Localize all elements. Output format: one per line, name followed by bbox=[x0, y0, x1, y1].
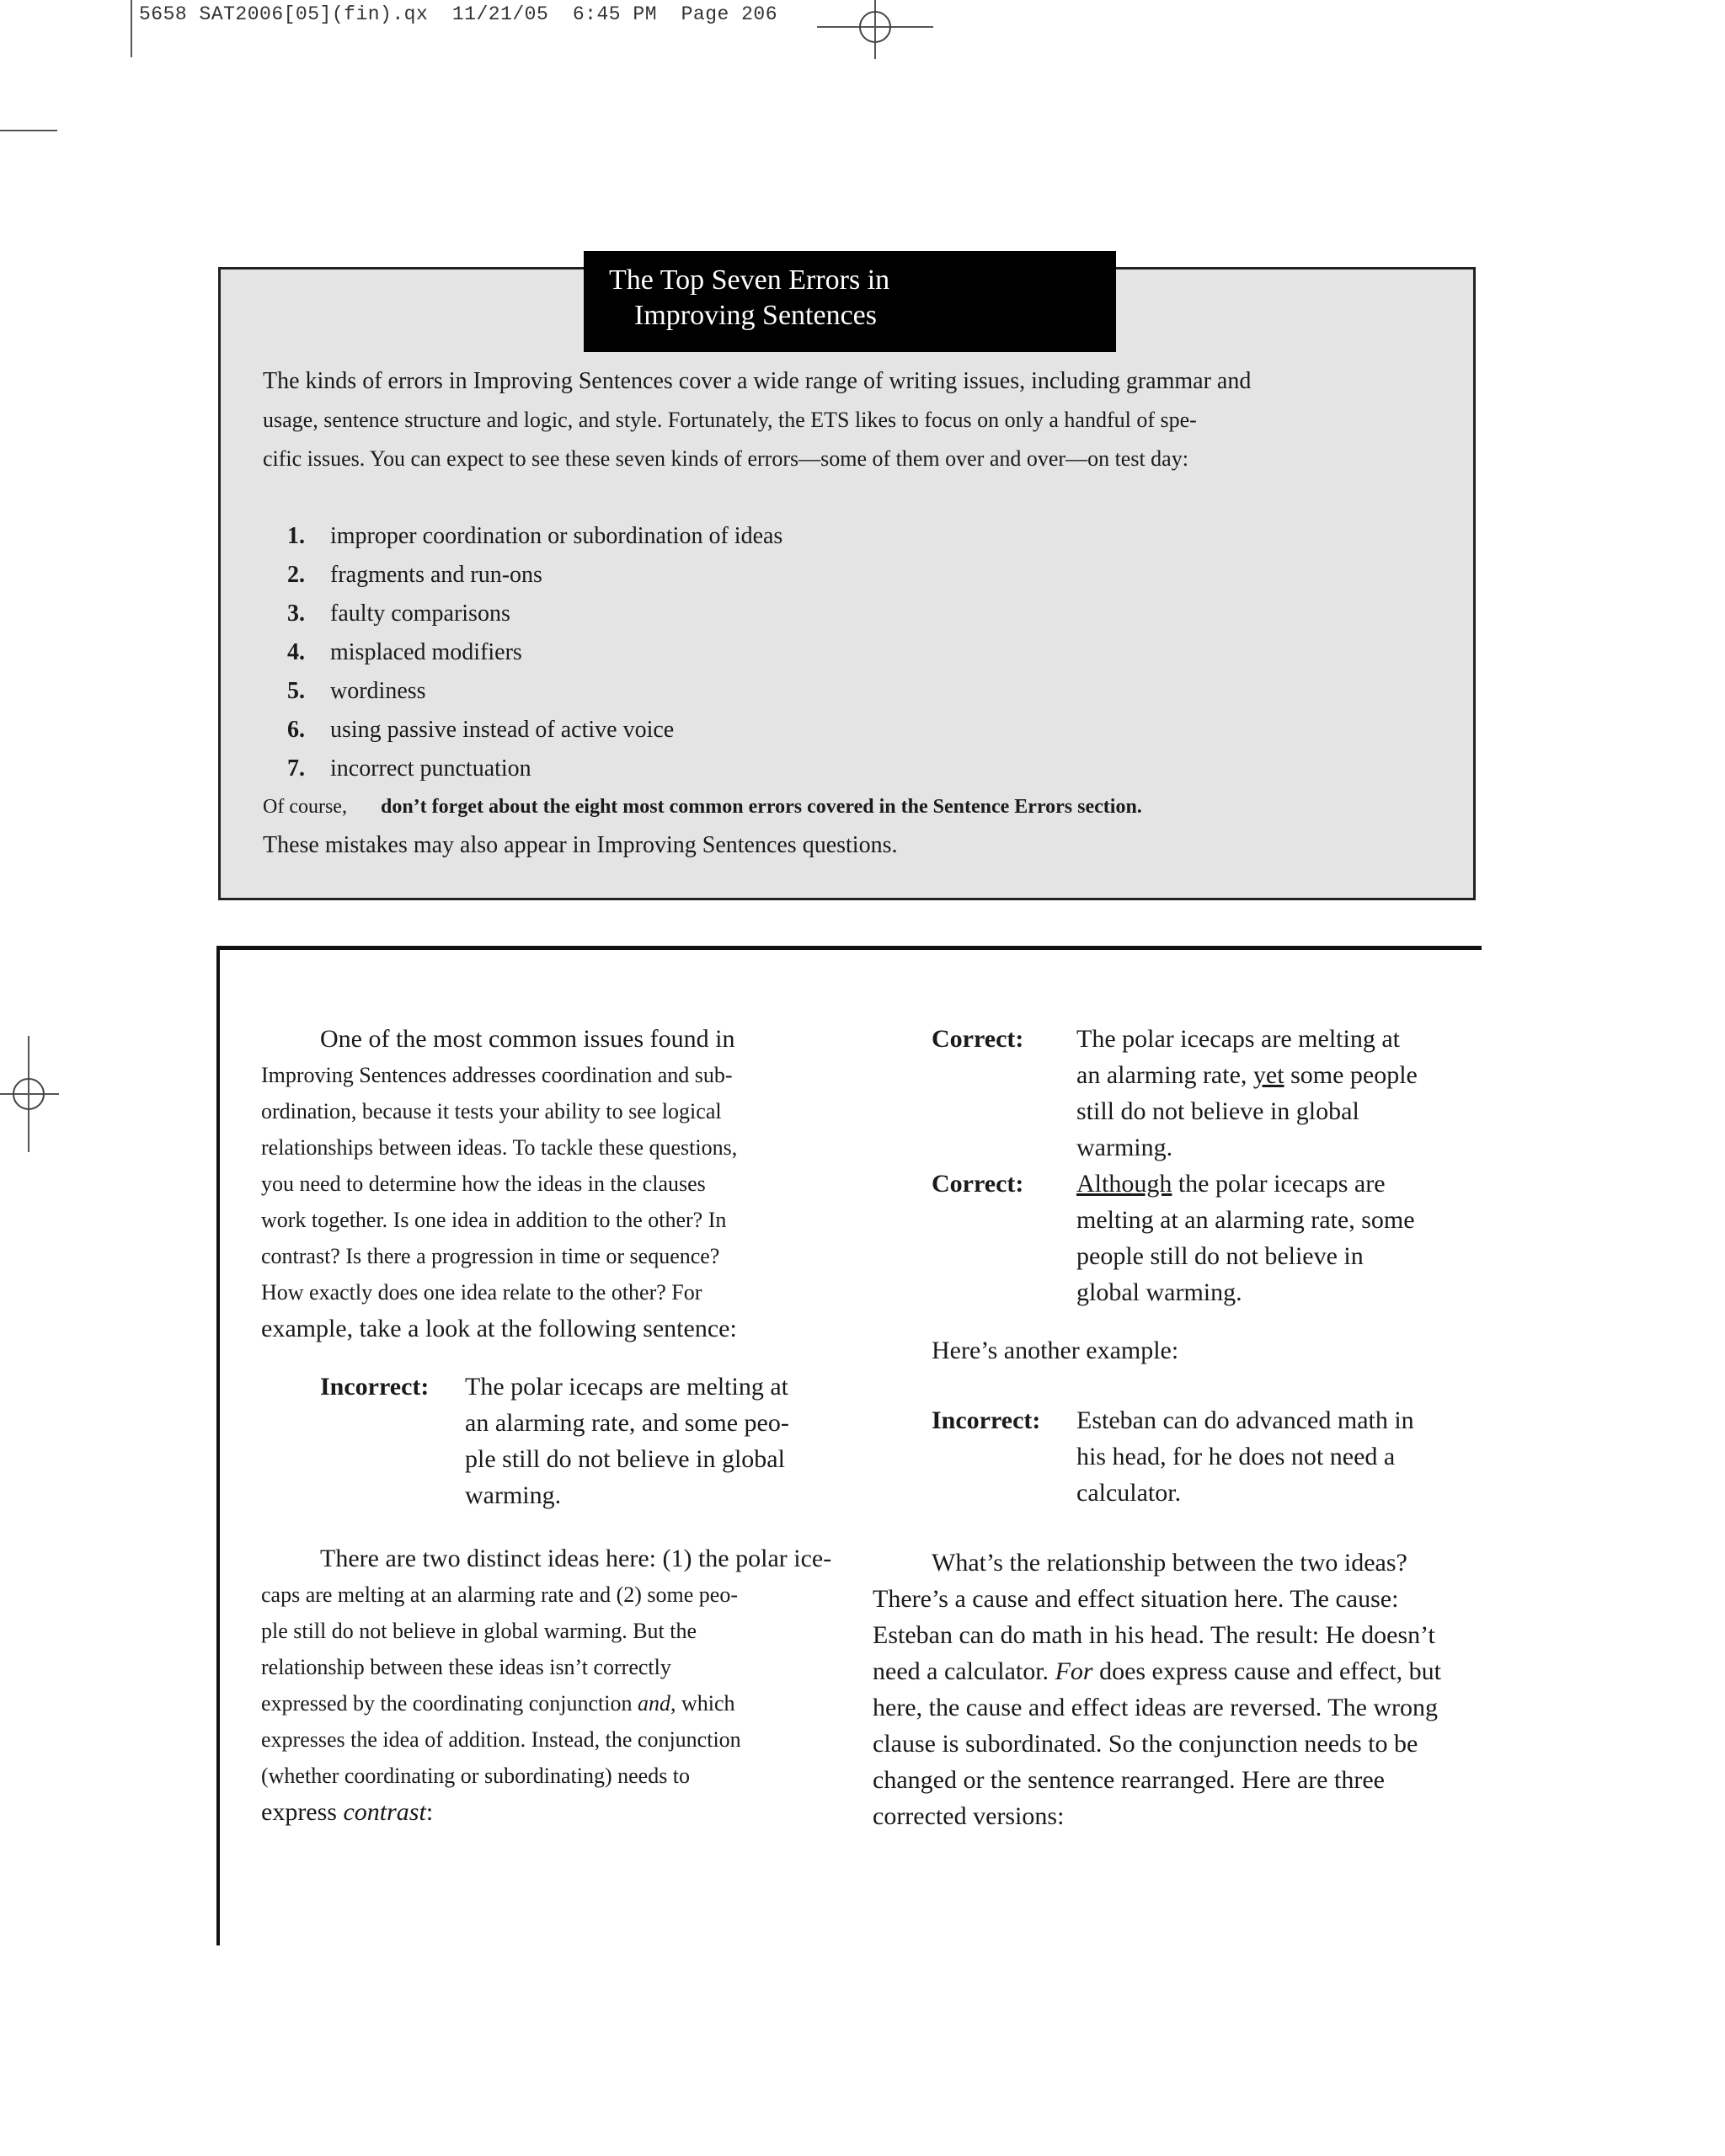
text-line: an alarming rate, and some peo- bbox=[465, 1409, 789, 1437]
sidebar-intro-line: usage, sentence structure and logic, and style. Fortunately, the ETS likes to focus on only a handful of spe- bbox=[263, 408, 1197, 432]
emphasis: and bbox=[637, 1691, 670, 1716]
example-incorrect-2 bbox=[932, 1402, 1487, 1511]
example-label: Incorrect: bbox=[320, 1373, 430, 1401]
text-span: expressed by the coordinating conjunction bbox=[261, 1691, 638, 1716]
text-span: express bbox=[261, 1798, 344, 1826]
text-line: melting at an alarming rate, some bbox=[1076, 1206, 1415, 1234]
registration-circle-top bbox=[859, 11, 891, 43]
text-line: Here’s another example: bbox=[932, 1337, 1179, 1364]
text-line: corrected versions: bbox=[873, 1802, 1065, 1830]
section-top-rule bbox=[216, 946, 1482, 950]
text-line: changed or the sentence rearranged. Here are three bbox=[873, 1766, 1385, 1794]
left-column bbox=[261, 1021, 868, 1830]
list-item bbox=[263, 711, 675, 750]
text-line bbox=[261, 1794, 868, 1830]
registration-circle-left bbox=[13, 1078, 45, 1110]
text-line: relationships between ideas. To tackle these questions, bbox=[261, 1135, 738, 1160]
example-label: Correct: bbox=[932, 1170, 1024, 1198]
crop-mark-top-left-v bbox=[131, 0, 132, 57]
text-line: example, take a look at the following sentence: bbox=[261, 1315, 737, 1342]
text-line: ordination, because it tests your ability to see logical bbox=[261, 1099, 722, 1123]
text-line: calculator. bbox=[1076, 1479, 1182, 1507]
text-span: an alarming rate, bbox=[1076, 1061, 1253, 1089]
list-item-number: 1. bbox=[287, 523, 305, 549]
another-example-line bbox=[932, 1332, 1487, 1369]
list-item bbox=[263, 517, 783, 556]
sidebar-intro-line: The kinds of errors in Improving Sentences cover a wide range of writing issues, including grammar and bbox=[263, 368, 1252, 394]
list-item bbox=[263, 750, 531, 788]
list-item bbox=[263, 556, 542, 595]
example-body bbox=[465, 1369, 868, 1513]
text-line bbox=[1076, 1057, 1487, 1093]
list-item-text: incorrect punctuation bbox=[330, 755, 531, 782]
sidebar-title bbox=[584, 251, 1116, 352]
sidebar-outro-line1 bbox=[263, 787, 1442, 826]
example-body bbox=[1076, 1021, 1487, 1166]
sidebar-outro bbox=[263, 787, 1442, 865]
list-item bbox=[263, 633, 522, 672]
text-line: There’s a cause and effect situation here. The cause: bbox=[873, 1585, 1399, 1613]
paragraph-intro bbox=[261, 1021, 868, 1347]
example-label: Incorrect: bbox=[932, 1406, 1041, 1434]
list-item bbox=[263, 672, 426, 711]
list-item bbox=[263, 595, 510, 633]
text-span: , which bbox=[670, 1691, 735, 1716]
text-line: still do not believe in global bbox=[1076, 1097, 1359, 1125]
text-line: caps are melting at an alarming rate and (2) some peo- bbox=[261, 1582, 738, 1607]
text-line: work together. Is one idea in addition to the other? In bbox=[261, 1208, 727, 1232]
text-line bbox=[261, 1685, 868, 1721]
example-correct-1 bbox=[932, 1021, 1487, 1166]
list-item-number: 7. bbox=[287, 755, 305, 782]
list-item-number: 6. bbox=[287, 717, 305, 743]
list-item-text: misplaced modifiers bbox=[330, 639, 522, 665]
text-line: How exactly does one idea relate to the other? For bbox=[261, 1280, 702, 1305]
text-line: you need to determine how the ideas in the clauses bbox=[261, 1171, 706, 1196]
sidebar-intro-line: cific issues. You can expect to see these seven kinds of errors—some of them over and over—on test day: bbox=[263, 446, 1188, 471]
text-line: people still do not believe in bbox=[1076, 1242, 1364, 1270]
text-line bbox=[1076, 1166, 1487, 1202]
example-label: Correct: bbox=[932, 1025, 1024, 1053]
text-line: expresses the idea of addition. Instead, the conjunction bbox=[261, 1727, 741, 1752]
underlined-word: Although bbox=[1076, 1170, 1172, 1198]
sidebar-title-line1: The Top Seven Errors in bbox=[609, 264, 890, 296]
text-span: does express cause and effect, but bbox=[1092, 1657, 1442, 1685]
list-item-text: fragments and run-ons bbox=[330, 562, 542, 588]
list-item-number: 2. bbox=[287, 562, 305, 588]
outro-bold: don’t forget about the eight most common errors covered in the Sentence Errors section. bbox=[380, 796, 1142, 818]
list-item-text: using passive instead of active voice bbox=[330, 717, 675, 743]
text-line: There are two distinct ideas here: (1) the polar ice- bbox=[320, 1545, 832, 1572]
list-item-text: faulty comparisons bbox=[330, 600, 510, 627]
example-body bbox=[1076, 1402, 1487, 1511]
list-item-text: wordiness bbox=[330, 678, 426, 704]
text-line: The polar icecaps are melting at bbox=[1076, 1025, 1400, 1053]
text-line: What’s the relationship between the two ideas? bbox=[932, 1549, 1407, 1577]
text-line: clause is subordinated. So the conjunction needs to be bbox=[873, 1730, 1418, 1758]
section-left-rule bbox=[216, 946, 220, 1945]
text-line: The polar icecaps are melting at bbox=[465, 1373, 788, 1401]
sidebar-intro bbox=[263, 362, 1425, 478]
text-line: his head, for he does not need a bbox=[1076, 1443, 1396, 1470]
text-line: ple still do not believe in global warming. But the bbox=[261, 1619, 697, 1643]
text-span: need a calculator. bbox=[873, 1657, 1055, 1685]
text-line: warming. bbox=[465, 1481, 562, 1509]
text-line: here, the cause and effect ideas are reversed. The wrong bbox=[873, 1694, 1439, 1721]
paragraph-explanation bbox=[261, 1540, 868, 1830]
outro-lead: Of course, bbox=[263, 796, 347, 818]
text-line: Esteban can do math in his head. The result: He doesn’t bbox=[873, 1621, 1435, 1649]
emphasis: For bbox=[1055, 1657, 1093, 1685]
text-span: the polar icecaps are bbox=[1172, 1170, 1386, 1198]
list-item-number: 4. bbox=[287, 639, 305, 665]
text-span: some people bbox=[1284, 1061, 1418, 1089]
list-item-text: improper coordination or subordination of ideas bbox=[330, 523, 783, 549]
text-line: ple still do not believe in global bbox=[465, 1445, 785, 1473]
text-line: contrast? Is there a progression in time or sequence? bbox=[261, 1244, 720, 1268]
text-line: Esteban can do advanced math in bbox=[1076, 1406, 1414, 1434]
crop-mark-top-left-h bbox=[0, 130, 57, 131]
text-line: warming. bbox=[1076, 1134, 1173, 1161]
sidebar-title-line2: Improving Sentences bbox=[634, 300, 877, 331]
text-line: Improving Sentences addresses coordination and sub- bbox=[261, 1063, 733, 1087]
example-correct-2 bbox=[932, 1166, 1487, 1310]
paragraph-analysis bbox=[873, 1545, 1487, 1834]
sidebar-outro-line2: These mistakes may also appear in Improving Sentences questions. bbox=[263, 832, 898, 858]
text-span: : bbox=[425, 1798, 434, 1826]
list-item-number: 3. bbox=[287, 600, 305, 627]
text-line: relationship between these ideas isn’t correctly bbox=[261, 1655, 671, 1679]
example-incorrect bbox=[320, 1369, 868, 1513]
example-body bbox=[1076, 1166, 1487, 1310]
emphasis: contrast bbox=[343, 1798, 426, 1826]
text-line: (whether coordinating or subordinating) needs to bbox=[261, 1764, 691, 1788]
errors-list bbox=[263, 517, 783, 788]
text-line: global warming. bbox=[1076, 1278, 1242, 1306]
printer-slug: 5658 SAT2006[05](fin).qx 11/21/05 6:45 PM Page 206 bbox=[139, 3, 778, 25]
list-item-number: 5. bbox=[287, 678, 305, 704]
underlined-word: yet bbox=[1252, 1061, 1284, 1089]
text-line: One of the most common issues found in bbox=[320, 1025, 735, 1053]
text-line bbox=[873, 1653, 1487, 1689]
right-column bbox=[873, 1021, 1487, 1834]
